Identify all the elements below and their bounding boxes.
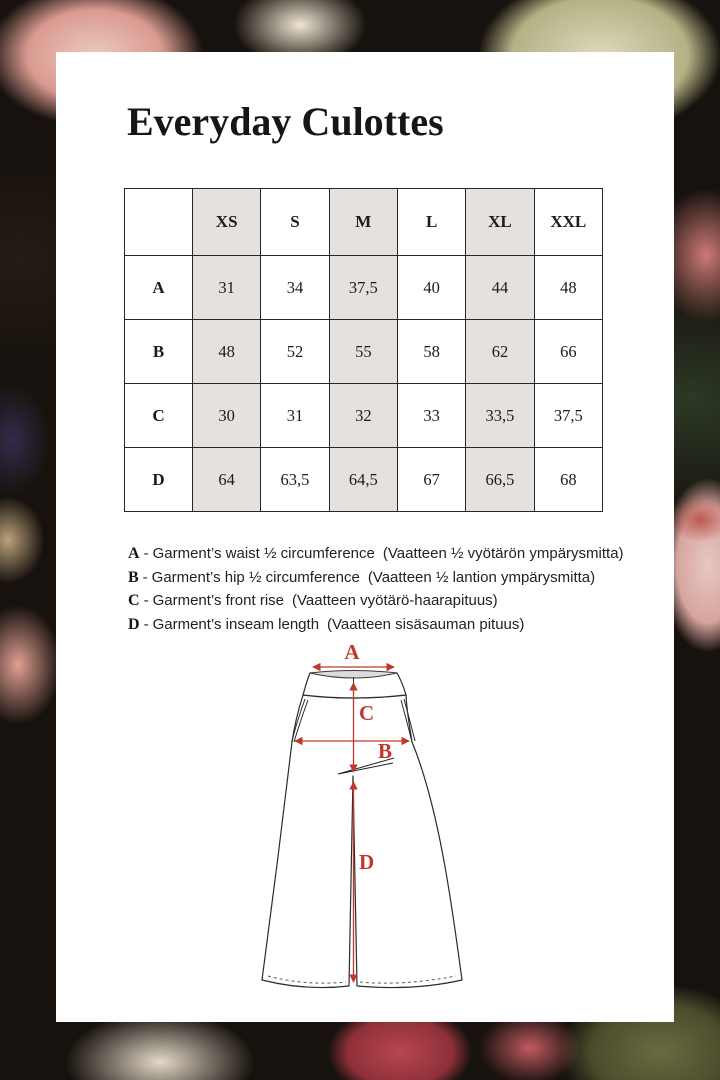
- legend-letter: A: [128, 545, 140, 562]
- legend-text-fi: (Vaatteen ½ lantion ympärysmitta): [367, 568, 596, 586]
- measurement-cell: 33: [397, 384, 465, 448]
- legend-text-en: Garment’s front rise: [152, 592, 284, 609]
- legend-text-en: Garment’s waist ½ circumference: [152, 545, 375, 562]
- diagram-label-a: A: [344, 642, 360, 664]
- measurement-cell: 55: [329, 320, 397, 384]
- diagram-label-d: D: [359, 850, 375, 874]
- measurement-cell: 44: [466, 256, 534, 320]
- table-row-b: [125, 320, 603, 384]
- legend-text-en: Garment’s inseam length: [152, 615, 320, 633]
- measurement-cell: 63,5: [261, 448, 329, 512]
- measurement-cell: 66,5: [466, 448, 534, 512]
- table-row-c: [125, 384, 603, 448]
- table-row-d: [125, 448, 603, 512]
- measurement-cell: 68: [534, 448, 602, 512]
- measurement-cell: 37,5: [534, 384, 602, 448]
- culottes-technical-drawing: [246, 642, 476, 998]
- measurement-row-label: C: [125, 384, 193, 448]
- measurement-legend: [128, 542, 624, 636]
- legend-letter: B: [128, 568, 139, 586]
- legend-item-d: [128, 613, 624, 637]
- legend-text-fi: (Vaatteen ½ vyötärön ympärysmitta): [382, 545, 624, 562]
- legend-letter: C: [128, 592, 140, 609]
- legend-dash: -: [142, 568, 148, 586]
- legend-text-fi: (Vaatteen vyötärö-haarapituus): [292, 592, 498, 609]
- measurement-cell: 30: [193, 384, 261, 448]
- measurement-cell: 40: [397, 256, 465, 320]
- measurement-cell: 64,5: [329, 448, 397, 512]
- legend-item-c: [128, 589, 624, 613]
- legend-text-en: Garment’s hip ½ circumference: [151, 568, 360, 586]
- size-header-row: [125, 189, 603, 256]
- measurement-cell: 48: [193, 320, 261, 384]
- legend-dash: -: [143, 545, 149, 562]
- measurement-cell: 32: [329, 384, 397, 448]
- size-column-header-l: L: [397, 189, 465, 256]
- product-title: Everyday Culottes: [127, 99, 444, 144]
- measurement-cell: 34: [261, 256, 329, 320]
- legend-item-a: [128, 542, 624, 566]
- legend-text-fi: (Vaatteen sisäsauman pituus): [327, 615, 525, 633]
- legend-letter: D: [128, 615, 140, 633]
- measurement-row-label: B: [125, 320, 193, 384]
- diagram-label-c: C: [359, 701, 375, 725]
- legend-dash: -: [143, 592, 149, 609]
- measurement-cell: 66: [534, 320, 602, 384]
- measurement-cell: 52: [261, 320, 329, 384]
- measurement-cell: 37,5: [329, 256, 397, 320]
- size-column-header-xl: XL: [466, 189, 534, 256]
- measurement-cell: 48: [534, 256, 602, 320]
- legend-dash: -: [143, 615, 149, 633]
- measurement-cell: 31: [261, 384, 329, 448]
- size-table: [124, 188, 603, 512]
- measurement-row-label: A: [125, 256, 193, 320]
- size-chart-card: [56, 52, 674, 1022]
- measurement-cell: 33,5: [466, 384, 534, 448]
- measurement-cell: 64: [193, 448, 261, 512]
- measurement-cell: 67: [397, 448, 465, 512]
- measurement-row-label: D: [125, 448, 193, 512]
- measurement-cell: 62: [466, 320, 534, 384]
- measurement-cell: 58: [397, 320, 465, 384]
- diagram-label-b: B: [377, 739, 393, 763]
- culottes-silhouette: [262, 695, 462, 988]
- size-column-header-s: S: [261, 189, 329, 256]
- legend-item-b: [128, 566, 624, 590]
- size-column-header-m: M: [329, 189, 397, 256]
- size-column-header-xs: XS: [193, 189, 261, 256]
- size-column-header-xxl: XXL: [534, 189, 602, 256]
- corner-cell: [125, 189, 193, 256]
- measurement-cell: 31: [193, 256, 261, 320]
- table-row-a: [125, 256, 603, 320]
